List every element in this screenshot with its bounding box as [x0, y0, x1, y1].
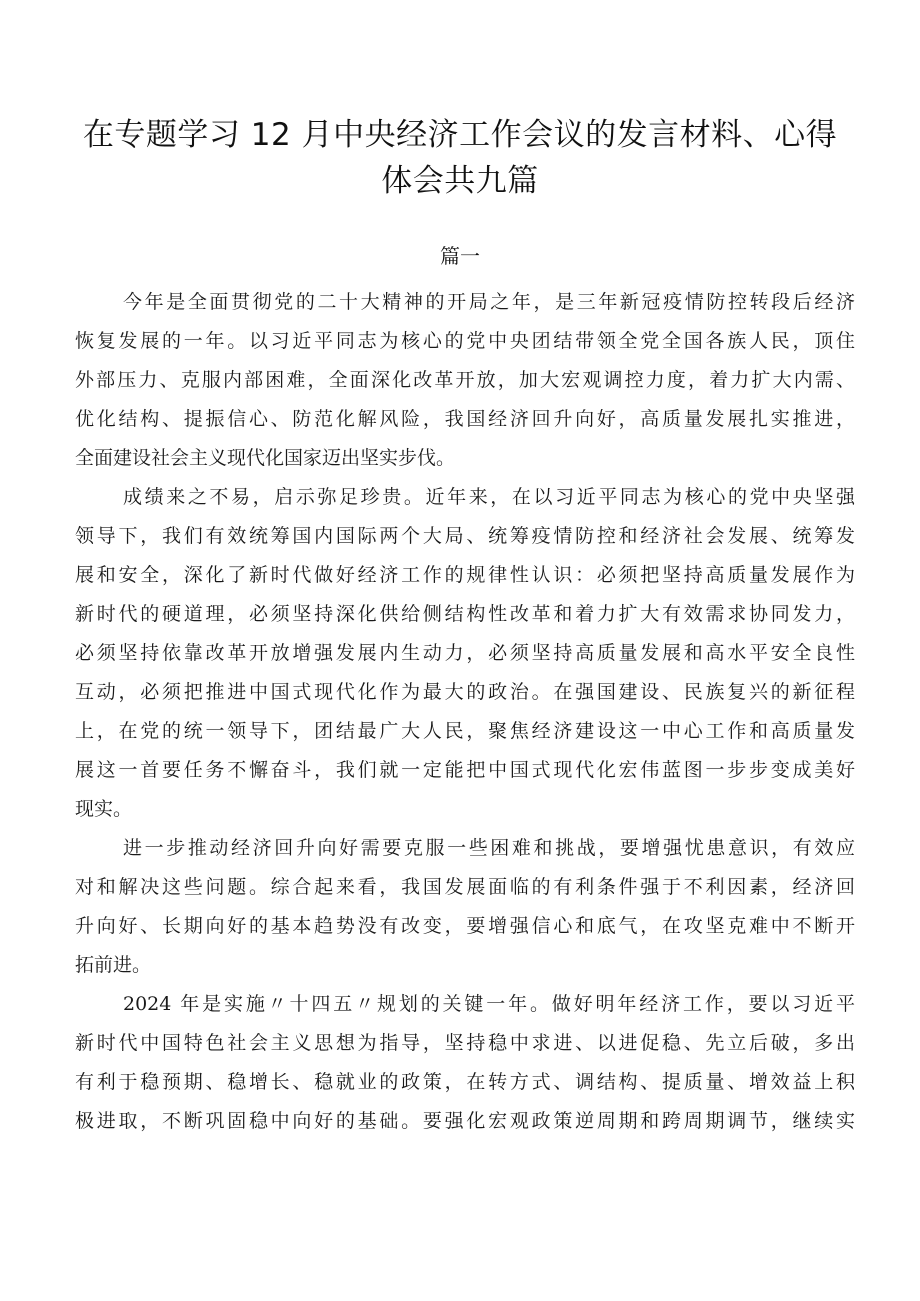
paragraph-line: 升向好、长期向好的基本趋势没有改变，要增强信心和底气，在攻坚克难中不断开 — [75, 915, 855, 937]
document-body — [75, 283, 855, 1141]
paragraph-line: 上，在党的统一领导下，团结最广大人民，聚焦经济建设这一中心工作和高质量发 — [75, 720, 855, 742]
paragraph-line: 恢复发展的一年。以习近平同志为核心的党中央团结带领全党全国各族人民，顶住 — [75, 330, 855, 352]
paragraph-line: 拓前进。 — [75, 954, 152, 976]
document-title — [60, 112, 860, 204]
paragraph-line: 领导下，我们有效统筹国内国际两个大局、统筹疫情防控和经济社会发展、统筹发 — [75, 525, 855, 547]
paragraph-line: 成绩来之不易，启示弥足珍贵。近年来，在以习近平同志为核心的党中央坚强 — [123, 486, 855, 508]
paragraph-line: 进一步推动经济回升向好需要克服一些困难和挑战，要增强忧患意识，有效应 — [123, 837, 855, 859]
section-heading: 篇一 — [440, 244, 480, 268]
paragraph-line: 新时代中国特色社会主义思想为指导，坚持稳中求进、以进促稳、先立后破，多出 — [75, 1032, 855, 1054]
paragraph-line: 必须坚持依靠改革开放增强发展内生动力，必须坚持高质量发展和高水平安全良性 — [75, 642, 855, 664]
paragraph-line: 展和安全，深化了新时代做好经济工作的规律性认识：必须把坚持高质量发展作为 — [75, 564, 855, 586]
paragraph-line: 现实。 — [75, 798, 133, 820]
paragraph-line: 极进取，不断巩固稳中向好的基础。要强化宏观政策逆周期和跨周期调节，继续实 — [75, 1110, 855, 1132]
paragraph-line: 展这一首要任务不懈奋斗，我们就一定能把中国式现代化宏伟蓝图一步步变成美好 — [75, 759, 855, 781]
paragraph-1 — [75, 283, 855, 478]
paragraph-3 — [75, 829, 855, 985]
paragraph-line: 对和解决这些问题。综合起来看，我国发展面临的有利条件强于不利因素，经济回 — [75, 876, 855, 898]
paragraph-line: 今年是全面贯彻党的二十大精神的开局之年，是三年新冠疫情防控转段后经济 — [123, 291, 855, 313]
paragraph-line: 优化结构、提振信心、防范化解风险，我国经济回升向好，高质量发展扎实推进， — [75, 408, 855, 430]
paragraph-line: 外部压力、克服内部困难，全面深化改革开放，加大宏观调控力度，着力扩大内需、 — [75, 369, 855, 391]
paragraph-line: 互动，必须把推进中国式现代化作为最大的政治。在强国建设、民族复兴的新征程 — [75, 681, 855, 703]
paragraph-line: 新时代的硬道理，必须坚持深化供给侧结构性改革和着力扩大有效需求协同发力， — [75, 603, 855, 625]
title-line-1: 在专题学习 12 月中央经济工作会议的发言材料、心得 — [82, 117, 838, 153]
paragraph-line: 全面建设社会主义现代化国家迈出坚实步伐。 — [75, 447, 456, 469]
paragraph-2 — [75, 478, 855, 829]
paragraph-line: 有利于稳预期、稳增长、稳就业的政策，在转方式、调结构、提质量、增效益上积 — [75, 1071, 855, 1093]
title-line-2: 体会共九篇 — [381, 163, 539, 199]
paragraph-4 — [75, 985, 855, 1141]
paragraph-line: 2024 年是实施〃十四五〃规划的关键一年。做好明年经济工作，要以习近平 — [123, 993, 855, 1015]
